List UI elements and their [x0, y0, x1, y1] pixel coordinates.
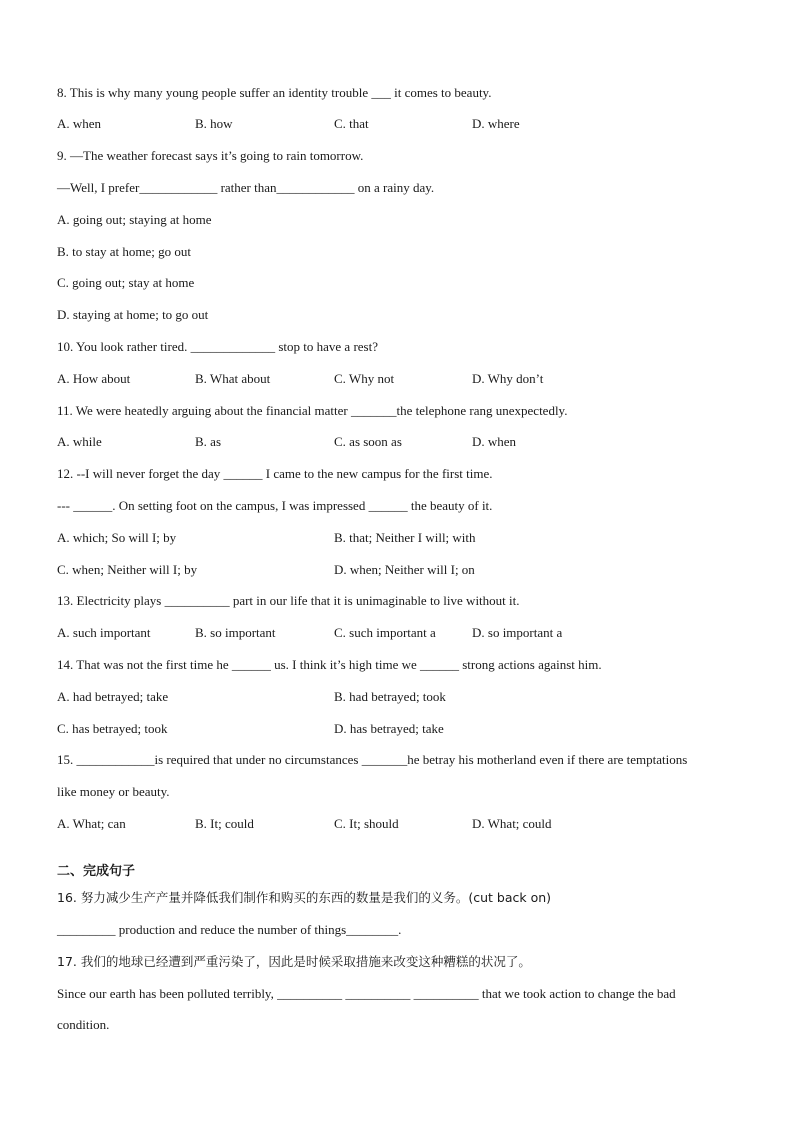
option-a: A. How about	[57, 371, 131, 386]
option-b: B. how	[195, 116, 233, 131]
option-b: B. What about	[195, 371, 271, 386]
option-d: D. What; could	[472, 816, 552, 831]
option-d: D. has betrayed; take	[334, 721, 444, 736]
question-13-stem: 13. Electricity plays __________ part in our life that it is unimaginable to live without it.	[57, 593, 520, 608]
question-14-options-cd	[57, 721, 757, 737]
question-14-options-ab	[57, 689, 757, 705]
question-15-stem: 15. ____________is required that under no circumstances _______he betray his motherland even if there are temptations	[57, 752, 688, 767]
option-c: C. It; should	[334, 816, 399, 831]
option-c: C. has betrayed; took	[57, 721, 168, 736]
question-15-options	[57, 816, 757, 832]
option-b: B. as	[195, 434, 221, 449]
question-16-answer: _________ production and reduce the number of things________.	[57, 922, 402, 937]
question-10-options	[57, 371, 757, 387]
question-9-option-d: D. staying at home; to go out	[57, 307, 209, 322]
option-a: A. which; So will I; by	[57, 530, 177, 545]
option-a: A. when	[57, 116, 102, 131]
question-11-stem: 11. We were heatedly arguing about the financial matter _______the telephone rang unexpectedly.	[57, 403, 568, 418]
question-10-stem: 10. You look rather tired. _____________ stop to have a rest?	[57, 339, 378, 354]
option-b: B. so important	[195, 625, 276, 640]
option-c: C. as soon as	[334, 434, 402, 449]
option-a: A. What; can	[57, 816, 126, 831]
option-d: D. when	[472, 434, 517, 449]
option-c: C. that	[334, 116, 369, 131]
question-17-answer: Since our earth has been polluted terribly, __________ __________ __________ that we took action to change the bad	[57, 986, 676, 1001]
question-11-options	[57, 434, 757, 450]
section-2-title: 二、完成句子	[57, 864, 136, 879]
question-17-stem: 17. 我们的地球已经遭到严重污染了，因此是时候采取措施来改变这种糟糕的状况了。	[57, 954, 531, 969]
question-15-stem-2: like money or beauty.	[57, 784, 170, 799]
question-9-option-b: B. to stay at home; go out	[57, 244, 191, 259]
question-8-stem: 8. This is why many young people suffer an identity trouble ___ it comes to beauty.	[57, 85, 492, 100]
option-d: D. when; Neither will I; on	[334, 562, 475, 577]
option-d: D. so important a	[472, 625, 563, 640]
option-b: B. It; could	[195, 816, 254, 831]
question-14-stem: 14. That was not the first time he ______ us. I think it’s high time we ______ strong actions against him.	[57, 657, 602, 672]
question-13-options	[57, 625, 757, 641]
question-12-options-cd	[57, 562, 757, 578]
question-9-stem-2: —Well, I prefer____________ rather than____________ on a rainy day.	[57, 180, 435, 195]
option-c: C. when; Neither will I; by	[57, 562, 198, 577]
question-8-options	[57, 116, 757, 132]
question-12-options-ab	[57, 530, 757, 546]
question-12-stem-2: --- ______. On setting foot on the campus, I was impressed ______ the beauty of it.	[57, 498, 493, 513]
option-b: B. that; Neither I will; with	[334, 530, 476, 545]
question-12-stem: 12. --I will never forget the day ______ I came to the new campus for the first time.	[57, 466, 493, 481]
question-17-answer-2: condition.	[57, 1017, 110, 1032]
option-a: A. while	[57, 434, 102, 449]
option-a: A. had betrayed; take	[57, 689, 169, 704]
option-d: D. where	[472, 116, 520, 131]
question-9-option-c: C. going out; stay at home	[57, 275, 195, 290]
option-b: B. had betrayed; took	[334, 689, 446, 704]
question-16-stem: 16. 努力减少生产产量并降低我们制作和购买的东西的数量是我们的义务。(cut back on)	[57, 890, 552, 905]
question-9-stem: 9. —The weather forecast says it’s going to rain tomorrow.	[57, 148, 364, 163]
option-a: A. such important	[57, 625, 151, 640]
question-9-option-a: A. going out; staying at home	[57, 212, 212, 227]
option-c: C. Why not	[334, 371, 395, 386]
option-c: C. such important a	[334, 625, 436, 640]
option-d: D. Why don’t	[472, 371, 544, 386]
